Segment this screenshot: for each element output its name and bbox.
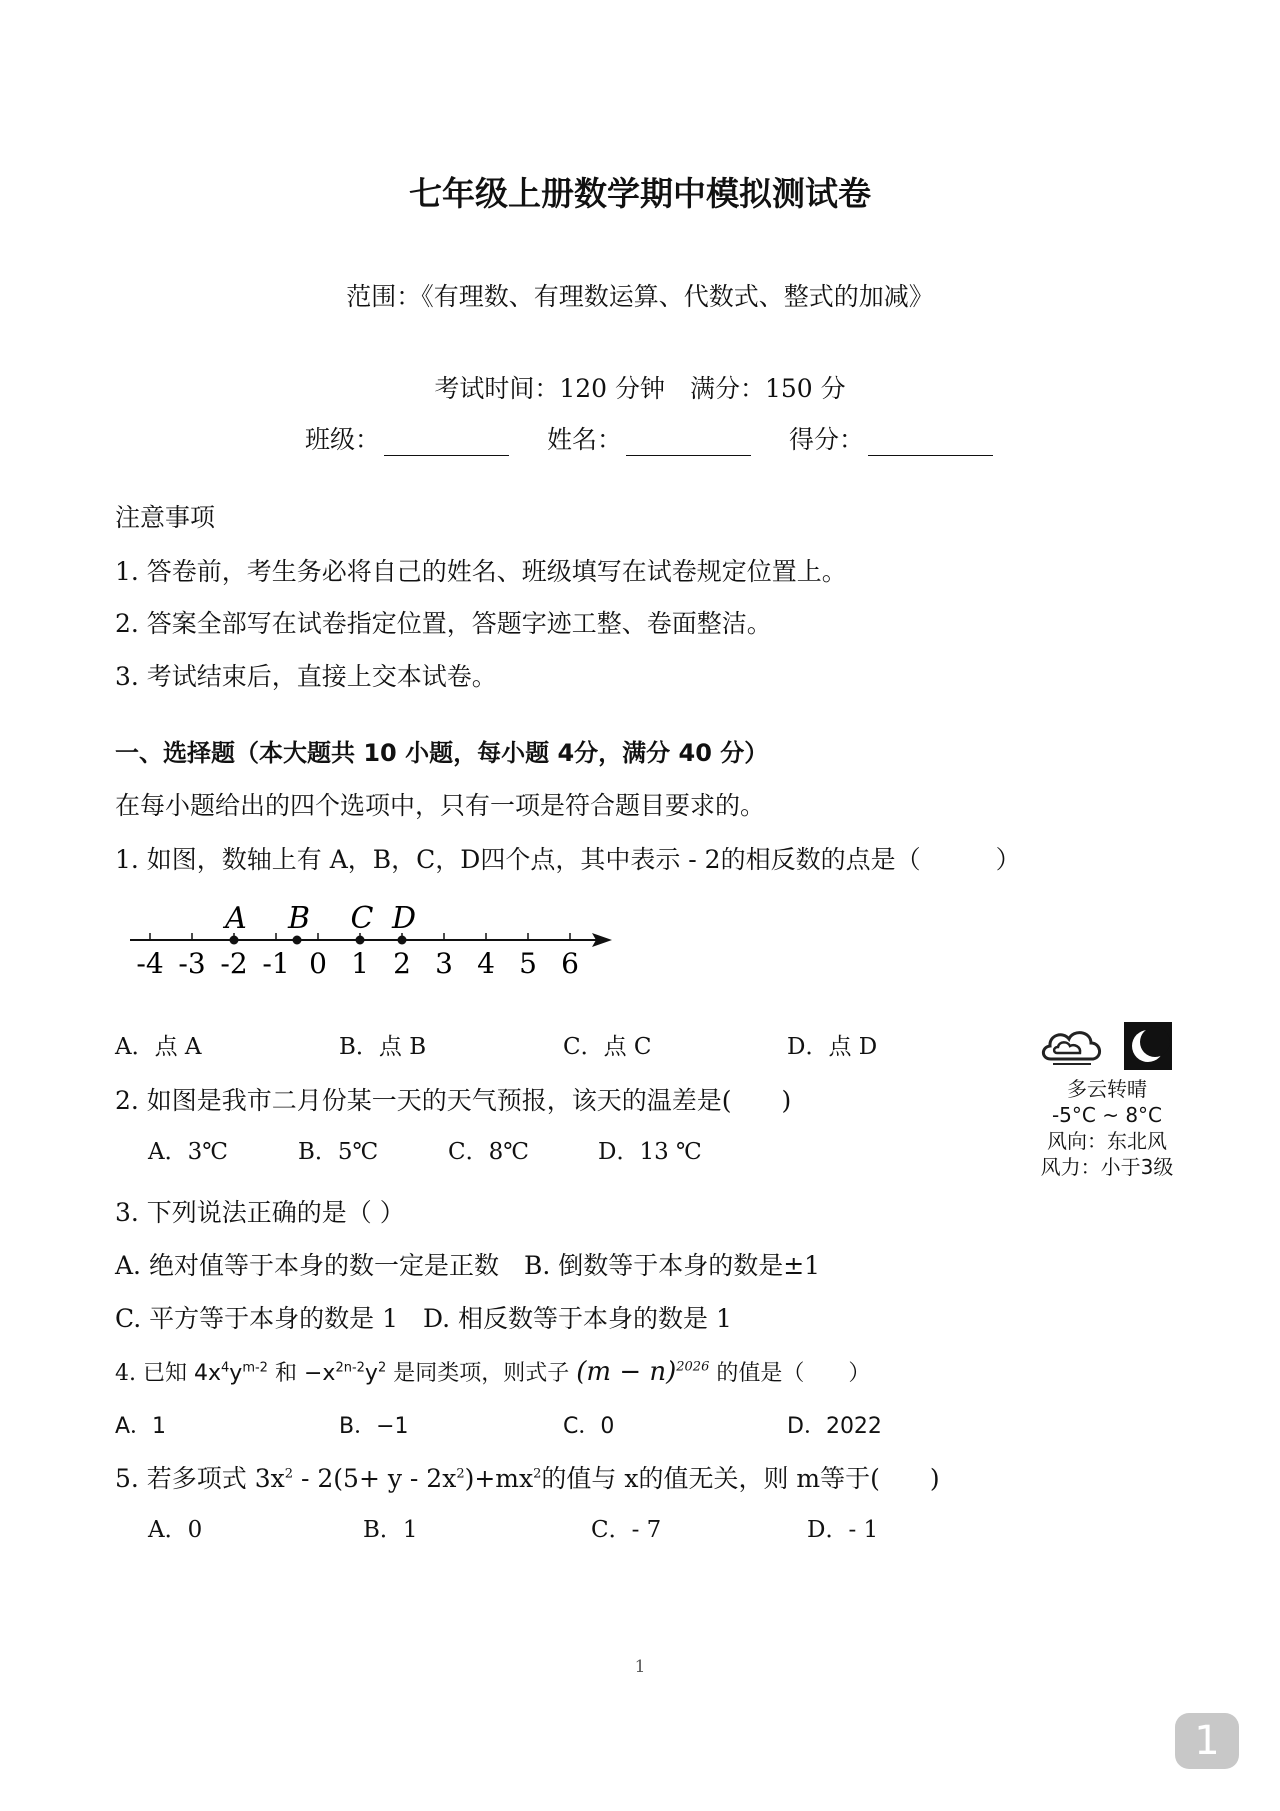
q4-term2-y: y [364,1361,378,1386]
note-item: 1. 答卷前，考生务必将自己的姓名、班级填写在试卷规定位置上。 [115,557,847,586]
question-3-line1: A. 绝对值等于本身的数一定是正数 B. 倒数等于本身的数是±1 [115,1251,821,1280]
notes-heading: 注意事项 [115,503,216,532]
q4-term2-exp-x: 2n-2 [335,1360,365,1376]
note-item: 3. 考试结束后，直接上交本试卷。 [115,662,497,691]
option-b: B．点 B [339,1034,427,1060]
number-line-point-label: A [225,901,247,936]
q4-suffix: 的值是（ ） [716,1361,871,1386]
q4-term2-coef: −x [303,1361,336,1386]
option-b: B．1 [363,1517,418,1543]
option-c: C．点 C [563,1034,652,1060]
student-fields [305,420,1023,456]
q4-mid: 是同类项，则式子 [393,1361,570,1386]
q5-exp-c: 2 [533,1466,542,1482]
q4-term2 [304,1361,386,1386]
number-line-tick-label: -4 [136,947,164,980]
weather-temperature: -5°C ~ 8°C [1051,1103,1163,1127]
q4-term1-exp-y: m-2 [242,1360,268,1376]
number-line-tick-label: 3 [435,947,453,980]
number-line-point-label: D [391,901,417,936]
question-2-stem: 2. 如图是我市二月份某一天的天气预报，该天的温差是( ) [115,1086,792,1115]
q4-term2-exp-y: 2 [377,1360,387,1376]
exam-info: 考试时间：120 分钟 满分：150 分 [434,374,846,403]
class-blank [384,429,509,456]
page-title: 七年级上册数学期中模拟测试卷 [409,174,871,213]
option-d: D．点 D [787,1034,878,1060]
name-label: 姓名： [546,425,622,454]
option-c: C．0 [563,1414,615,1439]
number-line-point [398,936,407,945]
number-line-tick-label: 1 [351,947,369,980]
score-label: 得分： [788,425,864,454]
number-line-tick-label: -2 [220,947,248,980]
section-instruction: 在每小题给出的四个选项中，只有一项是符合题目要求的。 [115,791,766,820]
number-line-point-label: C [350,901,374,936]
q4-prefix: 4. 已知 [115,1361,187,1386]
q5-part-d: 的值与 x的值无关，则 m等于( ) [541,1464,940,1493]
weather-forecast [1012,1020,1202,1180]
number-line-tick-label: -3 [178,947,206,980]
number-line-point [230,936,239,945]
page-badge[interactable]: 1 [1175,1713,1239,1769]
q4-term1 [194,1361,268,1386]
weather-icons [1012,1020,1202,1076]
question-3-line2: C. 平方等于本身的数是 1 D. 相反数等于本身的数是 1 [115,1304,732,1333]
q4-term1-y: y [229,1361,243,1386]
option-d: D．13 ℃ [598,1139,702,1165]
section-heading: 一、选择题（本大题共 10 小题，每小题 4分，满分 40 分） [115,739,769,767]
number-line-figure [120,895,620,995]
name-blank [626,429,751,456]
score-blank [868,429,993,456]
question-5-options [148,1511,878,1544]
class-label: 班级： [305,425,381,454]
page-number: 1 [634,1657,646,1677]
option-c: C．8℃ [448,1139,529,1165]
q4-expr-base: (m − n) [576,1357,677,1387]
q5-part-b: - 2(5+ y - 2x [293,1464,457,1493]
option-d: D．- 1 [807,1517,879,1543]
q4-and: 和 [274,1361,297,1386]
question-1-options [115,1028,877,1061]
number-line-tick-label: 0 [309,947,327,980]
option-b: B．−1 [339,1414,409,1439]
q5-part-c: )+mx [464,1464,534,1493]
question-4-options [115,1409,882,1440]
option-a: A．点 A [115,1034,202,1060]
q4-term1-exp-x: 4 [221,1360,230,1376]
q5-part-a: 5. 若多项式 3x [115,1464,285,1493]
number-line-tick-label: 6 [561,947,579,980]
weather-condition: 多云转晴 [1067,1077,1147,1101]
cloud-icon [1037,1023,1117,1073]
question-3-stem: 3. 下列说法正确的是（ ） [115,1198,405,1227]
q4-expr-exp: 2026 [676,1359,710,1375]
q4-expression [576,1357,709,1387]
number-line-point [293,936,302,945]
crescent-moon-icon [1124,1022,1172,1070]
option-a: A．0 [148,1517,203,1543]
q5-exp-b: 2 [456,1466,465,1482]
weather-wind-direction: 风向：东北风 [1047,1129,1167,1153]
weather-wind-force: 风力：小于3级 [1040,1155,1174,1179]
option-a: A．1 [115,1414,167,1439]
question-2-options [148,1133,702,1166]
option-a: A．3℃ [148,1139,228,1165]
question-4-stem [115,1356,870,1387]
q5-exp-a: 2 [284,1466,294,1482]
number-line-tick-label: 4 [477,947,495,980]
number-line-point [356,936,365,945]
question-1-stem: 1. 如图，数轴上有 A，B，C，D四个点，其中表示 - 2的相反数的点是（ ） [115,845,1021,874]
question-5-stem [115,1459,940,1495]
number-line-point-label: B [287,901,311,936]
number-line-tick-label: 5 [519,947,537,980]
note-item: 2. 答案全部写在试卷指定位置，答题字迹工整、卷面整洁。 [115,609,772,638]
number-line-tick-label: 2 [393,947,411,980]
exam-scope: 范围：《有理数、有理数运算、代数式、整式的加减》 [346,282,934,311]
option-c: C．- 7 [591,1517,662,1543]
option-d: D．2022 [787,1414,882,1439]
option-b: B．5℃ [298,1139,379,1165]
q4-term1-coef: 4x [193,1361,222,1386]
number-line-tick-label: -1 [262,947,290,980]
